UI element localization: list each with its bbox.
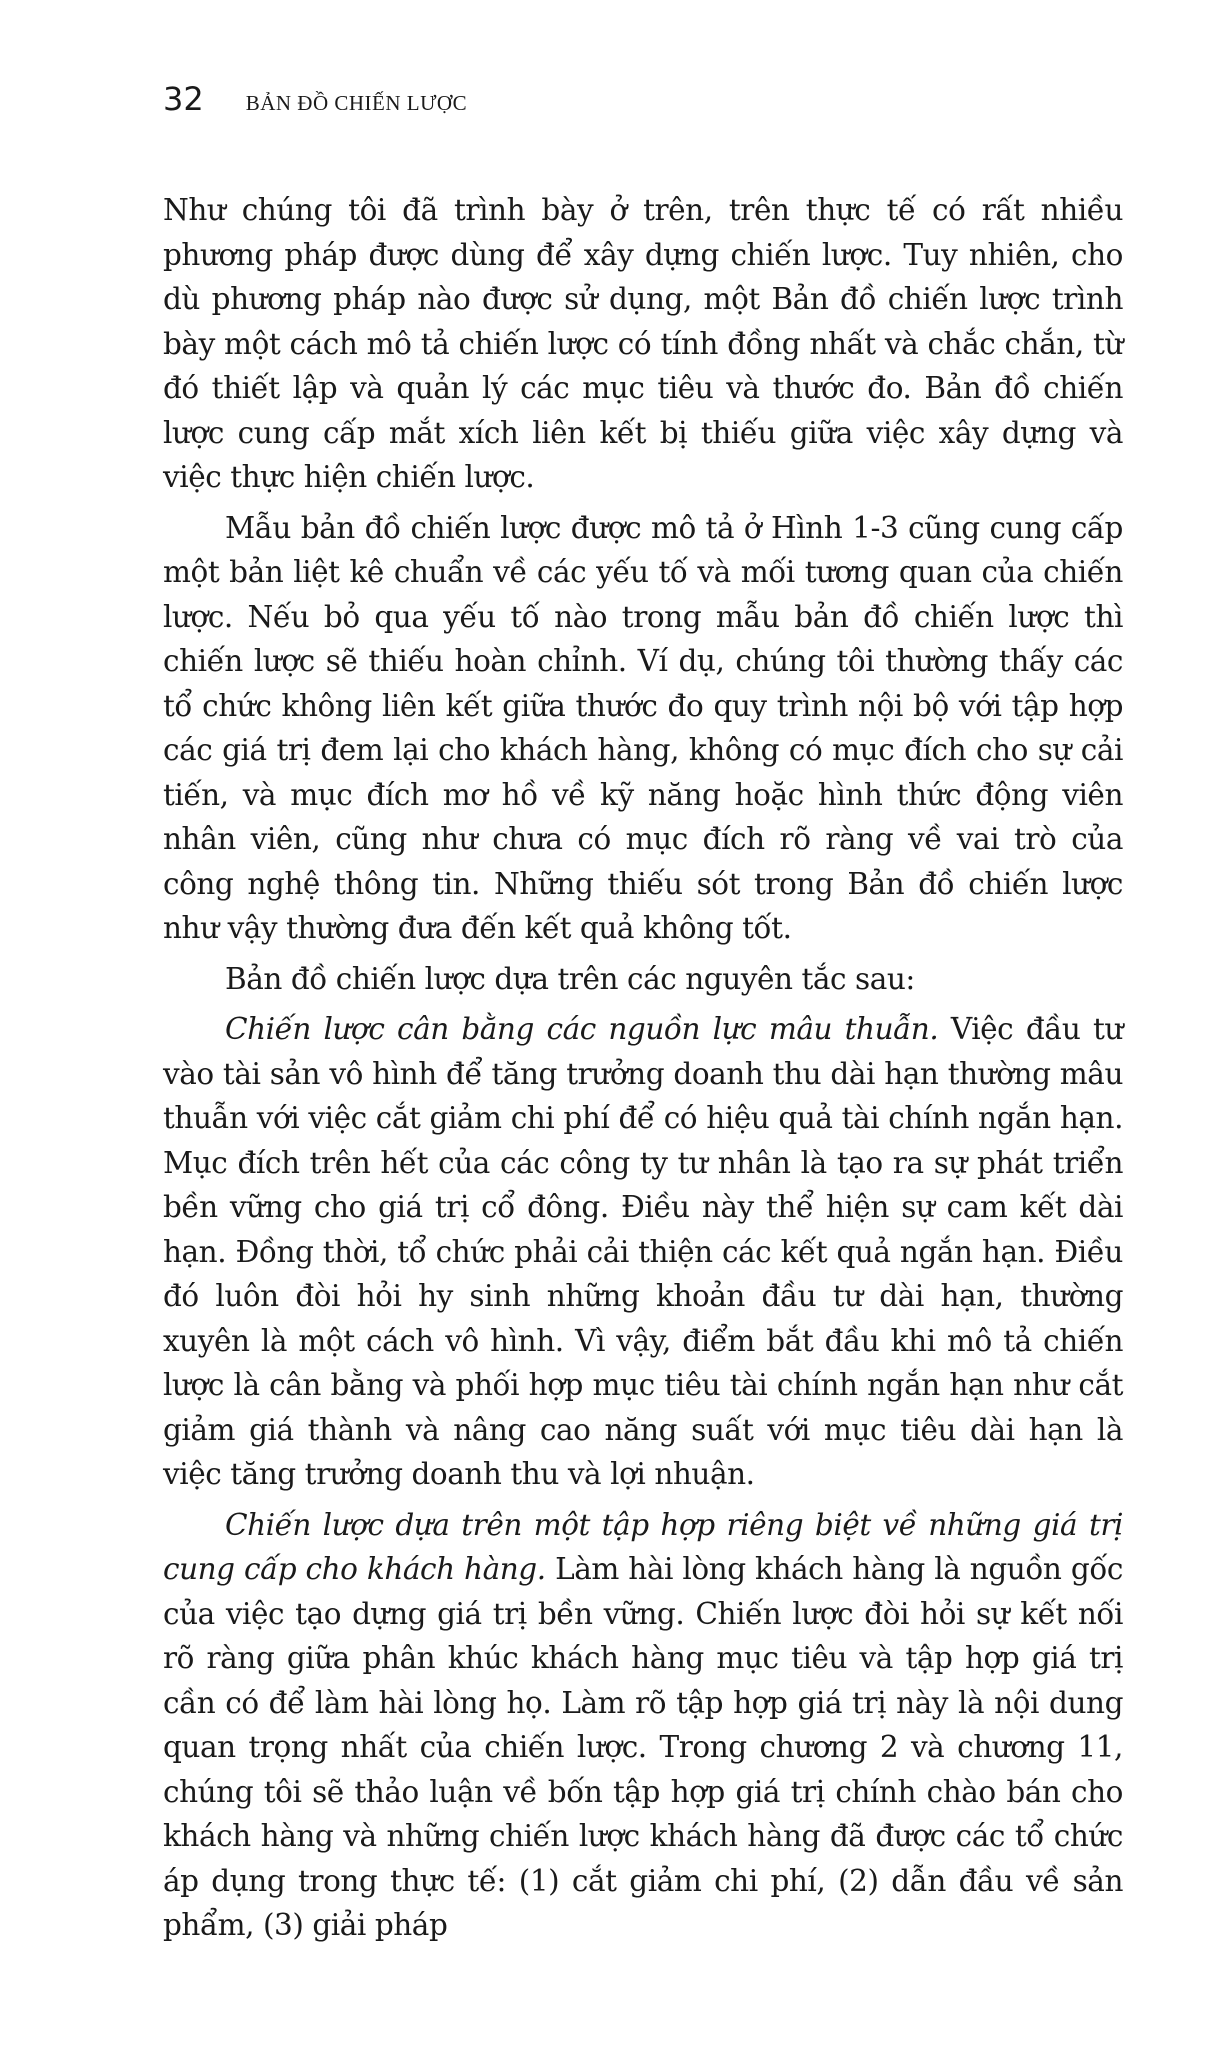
page-number: 32: [163, 80, 204, 118]
running-title: BẢN ĐỒ CHIẾN LƯỢC: [245, 91, 468, 115]
body-text: [163, 188, 1123, 1954]
paragraph-2-text: Mẫu bản đồ chiến lược được mô tả ở Hình 1-3 cũng cung cấp một bản liệt kê chuẩn về các yếu tố và mối tương quan của chiến lược. Nếu bỏ qua yếu tố nào trong mẫu bản đồ chiến lược thì chiến lược sẽ thiếu hoàn chỉnh. Ví dụ, chúng tôi thường thấy các tổ chức không liên kết giữa thước đo quy trình nội bộ với tập hợp các giá trị đem lại cho khách hàng, không có mục đích cho sự cải tiến, và mục đích mơ hồ về kỹ năng hoặc hình thức động viên nhân viên, cũng như chưa có mục đích rõ ràng về vai trò của công nghệ thông tin. Những thiếu sót trong Bản đồ chiến lược như vậy thường đưa đến kết quả không tốt.: [163, 510, 1123, 945]
paragraph-4-text: Việc đầu tư vào tài sản vô hình để tăng trưởng doanh thu dài hạn thường mâu thuẫn với việc cắt giảm chi phí để có hiệu quả tài chính ngắn hạn. Mục đích trên hết của các công ty tư nhân là tạo ra sự phát triển bền vững cho giá trị cổ đông. Điều này thể hiện sự cam kết dài hạn. Đồng thời, tổ chức phải cải thiện các kết quả ngắn hạn. Điều đó luôn đòi hỏi hy sinh những khoản đầu tư dài hạn, thường xuyên là một cách vô hình. Vì vậy, điểm bắt đầu khi mô tả chiến lược là cân bằng và phối hợp mục tiêu tài chính ngắn hạn như cắt giảm giá thành và nâng cao năng suất với mục tiêu dài hạn là việc tăng trưởng doanh thu và lợi nhuận.: [163, 1012, 1124, 1491]
paragraph-4: [163, 1007, 1123, 1497]
paragraph-3-text: Bản đồ chiến lược dựa trên các nguyên tắc sau:: [225, 961, 915, 996]
paragraph-1-text: Như chúng tôi đã trình bày ở trên, trên thực tế có rất nhiều phương pháp được dùng để xây dựng chiến lược. Tuy nhiên, cho dù phương pháp nào được sử dụng, một Bản đồ chiến lược trình bày một cách mô tả chiến lược có tính đồng nhất và chắc chắn, từ đó thiết lập và quản lý các mục tiêu và thước đo. Bản đồ chiến lược cung cấp mắt xích liên kết bị thiếu giữa việc xây dựng và việc thực hiện chiến lược.: [163, 193, 1123, 494]
paragraph-2: [163, 506, 1123, 951]
paragraph-1: [163, 188, 1123, 500]
page-header: [163, 80, 467, 118]
paragraph-5-text: Làm hài lòng khách hàng là nguồn gốc của việc tạo dựng giá trị bền vững. Chiến lược đòi hỏi sự kết nối rõ ràng giữa phân khúc khách hàng mục tiêu và tập hợp giá trị cần có để làm hài lòng họ. Làm rõ tập hợp giá trị này là nội dung quan trọng nhất của chiến lược. Trong chương 2 và chương 11, chúng tôi sẽ thảo luận về bốn tập hợp giá trị chính chào bán cho khách hàng và những chiến lược khách hàng đã được các tổ chức áp dụng trong thực tế: (1) cắt giảm chi phí, (2) dẫn đầu về sản phẩm, (3) giải pháp: [163, 1552, 1124, 1942]
principle-1-heading: Chiến lược cân bằng các nguồn lực mâu thuẫn.: [225, 1012, 939, 1046]
paragraph-5: [163, 1503, 1123, 1948]
paragraph-3: [163, 957, 1123, 1002]
principle-2-heading: Chiến lược dựa trên một tập hợp riêng biệt về những giá trị cung cấp cho khách hàng.: [163, 1507, 1123, 1586]
